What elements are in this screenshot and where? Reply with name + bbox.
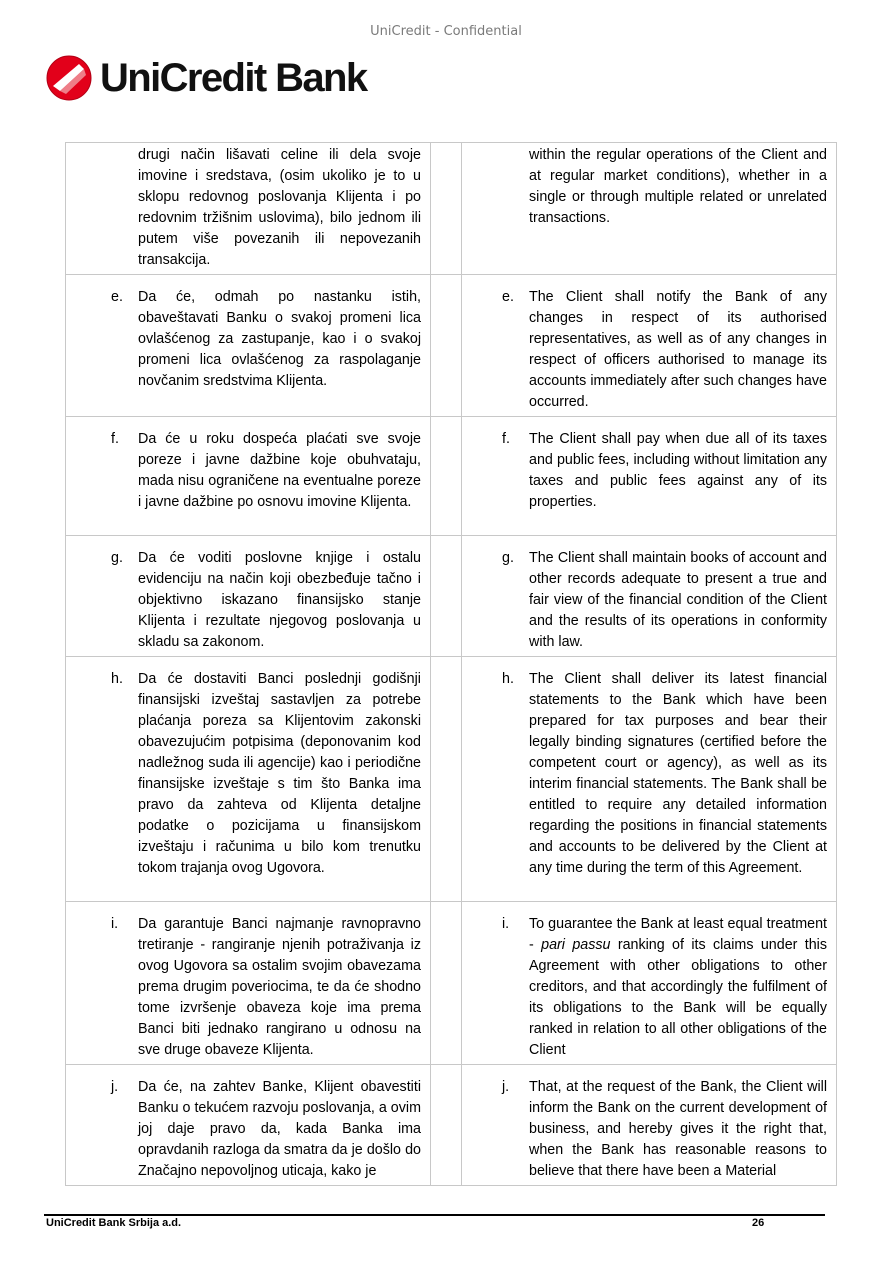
clause-text: The Client shall pay when due all of its taxes and public fees, including without limitation any taxes and public fees against any of its properties. bbox=[529, 431, 827, 510]
clause-text: Da će dostaviti Banci poslednji godišnji finansijski izveštaj sastavljen za potrebe plaćanja poreza sa Klijentovim zakonski obavezujućim potpisima (deponovanim kod nadležnog suda ili agencije) kao i periodične finansijske izveštaje s tim što Banka ima pravo da zahteva od Klijenta detaljne podatke o pozicijama u finansijskom izveštaju i računima u bilo kom trenutku tokom trajanja ovog Ugovora. bbox=[138, 671, 421, 876]
confidential-label: UniCredit - Confidential bbox=[370, 24, 522, 39]
gap-cell bbox=[431, 143, 462, 275]
gap-cell bbox=[431, 275, 462, 417]
clause-text: Da će, na zahtev Banke, Klijent obavestiti Banku o tekućem razvoju poslovanja, a ovim joj daje pravo da, kada Banka ima opravdanih razloga da smatra da je došlo do Značajno nepovoljnog uticaja, kako je bbox=[138, 1079, 421, 1179]
table-row bbox=[66, 657, 837, 902]
bilingual-terms-table bbox=[65, 142, 837, 1186]
clause-text: within the regular operations of the Client and at regular market conditions), whether in a single or through multiple related or unrelated transactions. bbox=[529, 147, 827, 226]
logo-wordmark: UniCredit Bank bbox=[100, 56, 367, 100]
page-number: 26 bbox=[752, 1217, 765, 1229]
gap-cell bbox=[431, 417, 462, 536]
bank-logo bbox=[46, 54, 367, 102]
table-row bbox=[66, 1065, 837, 1186]
serbian-cell bbox=[66, 657, 431, 902]
clause-text: Da će voditi poslovne knjige i ostalu evidenciju na način koji obezbeđuje tačno i objektivno iskazano finansijsko stanje Klijenta i rezultate njegovog poslovanja u skladu sa zakonom. bbox=[138, 550, 421, 650]
clause-marker: j. bbox=[111, 1079, 119, 1095]
clause-marker: f. bbox=[111, 431, 119, 447]
serbian-cell bbox=[66, 902, 431, 1065]
clause-marker: i. bbox=[502, 916, 510, 932]
english-cell bbox=[462, 657, 837, 902]
latin-term: pari passu bbox=[541, 937, 611, 953]
clause-text-part: ranking of its claims under this Agreement with other obligations to other creditors, and that accordingly the fulfilment of its obligations to the Bank will be equally ranked in relation to all other obligations of the Client bbox=[529, 937, 827, 1058]
table-row bbox=[66, 275, 837, 417]
clause-marker: g. bbox=[502, 550, 514, 566]
gap-cell bbox=[431, 902, 462, 1065]
english-cell bbox=[462, 536, 837, 657]
clause-marker: e. bbox=[111, 289, 123, 305]
clause-text: Da garantuje Banci najmanje ravnopravno tretiranje - rangiranje njenih potraživanja iz ovog Ugovora sa ostalim svojim obavezama prema drugim poveriocima, te da će shodno tome izvršenje obaveza koje ima prema Banci biti jednako rangirano u odnosu na sve druge obaveze Klijenta. bbox=[138, 916, 421, 1058]
serbian-cell bbox=[66, 417, 431, 536]
unicredit-logo-icon bbox=[46, 55, 92, 101]
serbian-cell bbox=[66, 143, 431, 275]
table-row bbox=[66, 902, 837, 1065]
gap-cell bbox=[431, 1065, 462, 1186]
clause-marker: f. bbox=[502, 431, 510, 447]
table-row bbox=[66, 536, 837, 657]
english-cell bbox=[462, 902, 837, 1065]
english-cell bbox=[462, 275, 837, 417]
clause-text: The Client shall deliver its latest financial statements to the Bank which have been prepared for tax purposes and bear their legally binding signatures (certified before the competent court or agency), as well as its interim financial statements. The Bank shall be entitled to require any detailed information regarding the positions in financial statements and accounts to be delivered by the Client at any time during the term of this Agreement. bbox=[529, 671, 827, 876]
clause-text: Da će, odmah po nastanku istih, obaveštavati Banku o svakoj promeni lica ovlašćenog za zastupanje, kao i o svakoj promeni lica ovlašćenog za raspolaganje novčanim sredstvima Klijenta. bbox=[138, 289, 421, 389]
table-row bbox=[66, 417, 837, 536]
clause-text: The Client shall maintain books of account and other records adequate to present a true and fair view of the financial condition of the Client and the results of its operations in conformity with law. bbox=[529, 550, 827, 650]
serbian-cell bbox=[66, 275, 431, 417]
clause-text-part: To guarantee the Bank at least equal treatment - bbox=[529, 916, 827, 953]
clause-text: That, at the request of the Bank, the Client will inform the Bank on the current development of business, and hereby gives it the right that, when the Bank has reasonable reasons to believe that there have been a Material bbox=[529, 1079, 827, 1179]
clause-marker: e. bbox=[502, 289, 514, 305]
footer-divider bbox=[44, 1214, 825, 1216]
clause-text: Da će u roku dospeća plaćati sve svoje poreze i javne dažbine koje obuhvataju, mada nisu ograničene na eventualne poreze i javne dažbine po osnovu imovine Klijenta. bbox=[138, 431, 421, 510]
clause-marker: j. bbox=[502, 1079, 510, 1095]
footer-company: UniCredit Bank Srbija a.d. bbox=[46, 1217, 182, 1229]
clause-text bbox=[529, 914, 827, 1061]
clause-text: drugi način lišavati celine ili dela svoje imovine i sredstava, (osim ukoliko je to u sklopu redovnog poslovanja Klijenta i po redovnim tržišnim uslovima), bilo jednom ili putem više povezanih ili nepovezanih transakcija. bbox=[138, 147, 421, 268]
english-cell bbox=[462, 143, 837, 275]
clause-marker: h. bbox=[111, 671, 123, 687]
english-cell bbox=[462, 417, 837, 536]
serbian-cell bbox=[66, 536, 431, 657]
clause-text: The Client shall notify the Bank of any changes in respect of its authorised representatives, as well as of any changes in respect of officers authorised to manage its accounts immediately after such changes have occurred. bbox=[529, 289, 827, 410]
english-cell bbox=[462, 1065, 837, 1186]
clause-marker: h. bbox=[502, 671, 514, 687]
clause-marker: i. bbox=[111, 916, 119, 932]
gap-cell bbox=[431, 657, 462, 902]
clause-marker: g. bbox=[111, 550, 123, 566]
table-row bbox=[66, 143, 837, 275]
gap-cell bbox=[431, 536, 462, 657]
serbian-cell bbox=[66, 1065, 431, 1186]
